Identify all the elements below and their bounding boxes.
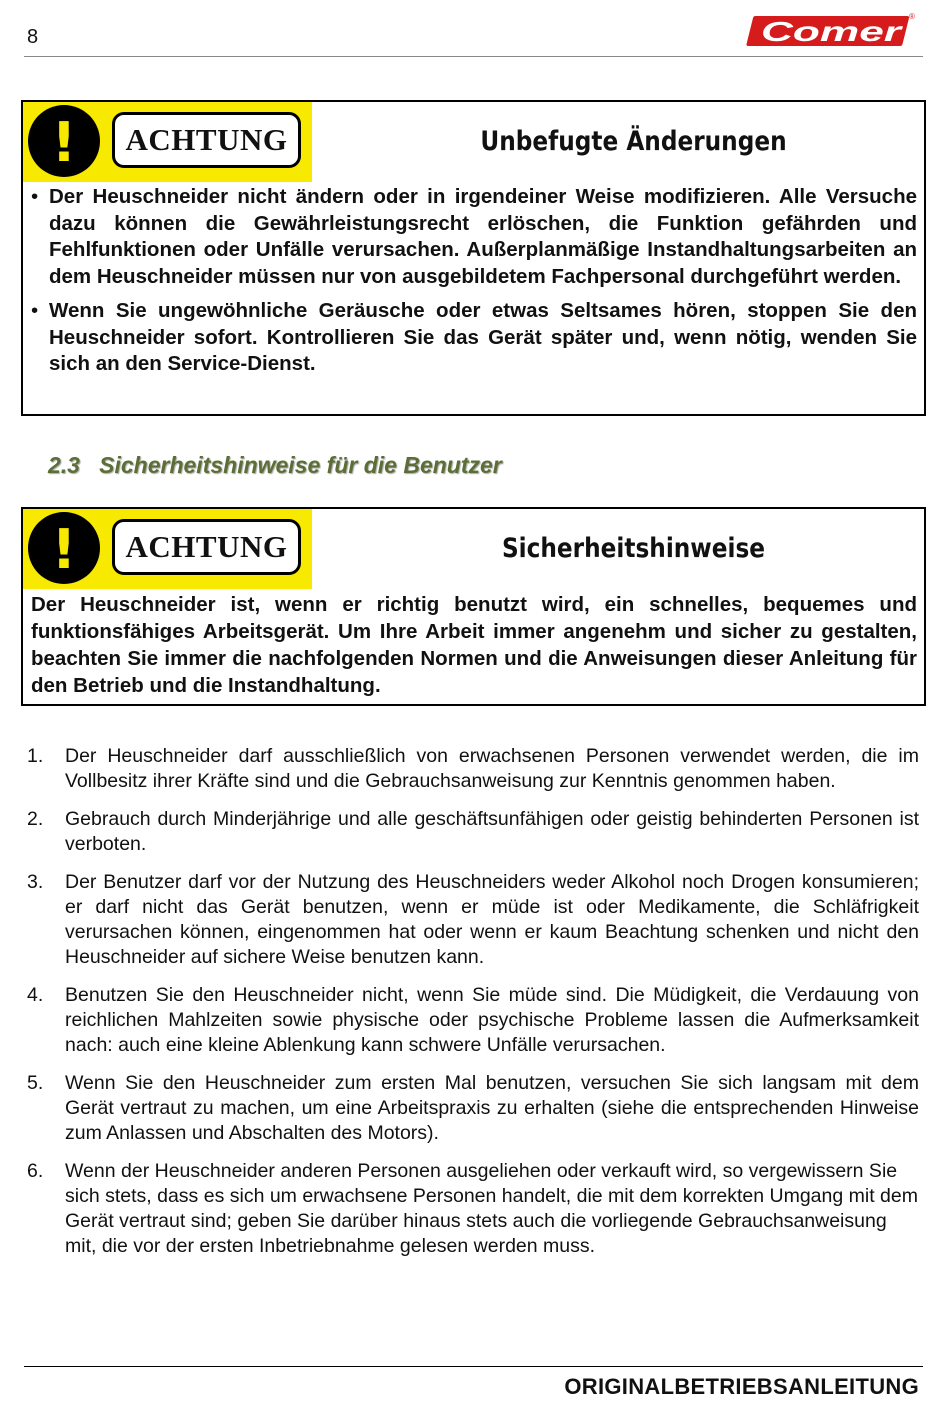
svg-text:®: ® (909, 12, 915, 21)
rule-text: Der Heuschneider darf ausschließlich von erwachsenen Personen verwendet werden, die im Vollbesitz ihrer Kräfte sind und die Gebrauchsanweisung zur Kenntnis genommen haben. (65, 745, 919, 792)
bullet-text: Wenn Sie ungewöhnliche Geräusche oder etwas Seltsames hören, stoppen Sie den Heuschneider sofort. Kontrollieren Sie das Gerät später und, wenn nötig, wenden Sie sich an den Service-Dienst. (49, 299, 917, 375)
rule-text: Wenn der Heuschneider anderen Personen ausgeliehen oder verkauft wird, so vergewissern Sie sich stets, dass es sich um erwachsene Personen handelt, die mit dem korrekten Umgang mit dem Gerät vertraut sind; geben Sie darüber hinaus stets auch die vorliegende Gebrauchsanweisung mit, die vor der ersten Inbetriebnahme gelesen werden muss. (65, 1160, 918, 1257)
rule-number: 6. (27, 1160, 44, 1182)
warning-title: Sicherheitshinweise (501, 533, 766, 564)
warning-badge (23, 102, 312, 182)
warning-bullet-list (31, 184, 917, 378)
rule-number: 4. (27, 984, 44, 1006)
page-number: 8 (27, 26, 39, 48)
rule-number: 1. (27, 745, 44, 767)
warning-box-safety (21, 507, 926, 706)
exclamation-icon: ! (28, 105, 100, 177)
warning-text: Der Heuschneider ist, wenn er richtig benutzt wird, ein schnelles, bequemes und funktionsfähiges Arbeitsgerät. Um Ihre Arbeit immer angenehm und sicher zu gestalten, beachten Sie immer die nachfolgenden Normen und die Anweisungen dieser Anleitung für den Betrieb und die Instandhaltung. (31, 593, 917, 697)
rule-item (27, 1071, 919, 1146)
rule-text: Benutzen Sie den Heuschneider nicht, wenn Sie müde sind. Die Müdigkeit, die Verdauung von reichlichen Mahlzeiten sowie physische oder psychische Probleme lassen die Aufmerksamkeit nach: auch eine kleine Ablenkung kann schwere Unfälle verursachen. (65, 984, 919, 1056)
bullet-item (31, 298, 917, 378)
exclamation-icon: ! (28, 512, 100, 584)
footer-divider (24, 1366, 923, 1367)
rule-number: 2. (27, 808, 44, 830)
bullet-icon: • (31, 299, 39, 322)
rule-item (27, 870, 919, 970)
rule-item (27, 744, 919, 794)
footer-title: ORIGINALBETRIEBSANLEITUNG (564, 1374, 919, 1399)
rule-item (27, 983, 919, 1058)
warning-badge (23, 509, 312, 589)
rule-text: Gebrauch durch Minderjährige und alle geschäftsunfähigen oder geistig behinderten Personen ist verboten. (65, 808, 919, 855)
rule-item (27, 807, 919, 857)
warning-label: ACHTUNG (112, 112, 301, 168)
bullet-item (31, 184, 917, 290)
bullet-icon: • (31, 185, 39, 208)
warning-title: Unbefugte Änderungen (480, 126, 787, 157)
section-heading: 2.3 Sicherheitshinweise für die Benutzer (48, 452, 502, 478)
warning-box-unauthorized-changes (21, 100, 926, 416)
bullet-text: Der Heuschneider nicht ändern oder in irgendeiner Weise modifizieren. Alle Versuche dazu können die Gewährleistungsrecht erlöschen, die Funktion gefährden und Fehlfunktionen oder Unfälle verursachen. Außerplanmäßige Instandhaltungsarbeiten an dem Heuschneider müssen nur von ausgebildetem Fachpersonal durchgeführt werden. (49, 185, 917, 288)
rule-item (27, 1159, 919, 1259)
rule-number: 3. (27, 871, 44, 893)
warning-label: ACHTUNG (112, 519, 301, 575)
header-divider (24, 56, 923, 57)
rule-number: 5. (27, 1072, 44, 1094)
rule-text: Wenn Sie den Heuschneider zum ersten Mal benutzen, versuchen Sie sich langsam mit dem Gerät vertraut zu machen, um eine Arbeitspraxis zu erhalten (siehe die entsprechenden Hinweise zum Anlassen und Abschalten des Motors). (65, 1072, 919, 1144)
svg-text:Comer: Comer (761, 16, 905, 47)
comer-logo (745, 10, 915, 50)
safety-rules-list (27, 744, 919, 1272)
rule-text: Der Benutzer darf vor der Nutzung des Heuschneiders weder Alkohol noch Drogen konsumieren; er darf nicht das Gerät benutzen, wenn er müde ist oder Medikamente, die Schläfrigkeit verursachen können, eingenommen hat oder wenn er kaum Beachtung schenken und nicht den Heuschneider auf sichere Weise benutzen kann. (65, 871, 919, 968)
